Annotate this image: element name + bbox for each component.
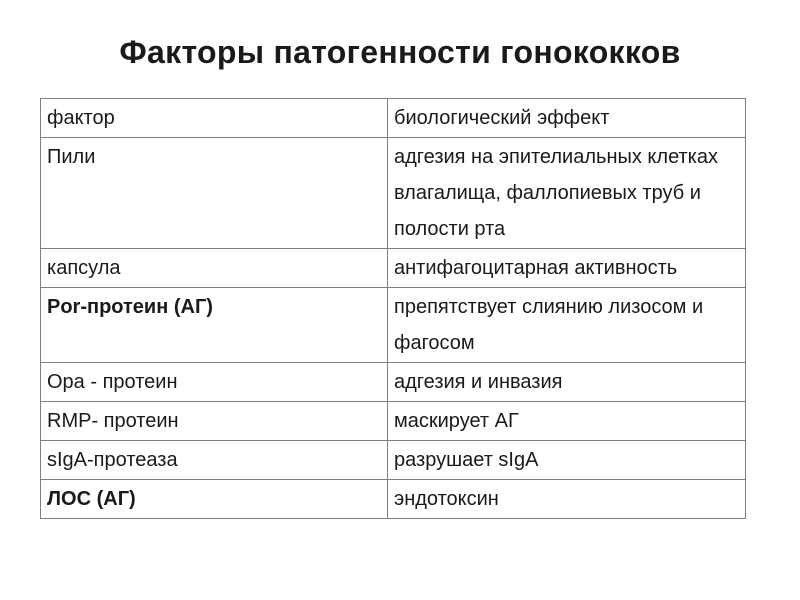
factor-cell: Opa - протеин <box>41 363 388 402</box>
table-row <box>41 363 746 402</box>
table-row <box>41 402 746 441</box>
factor-cell: Пили <box>41 138 388 249</box>
table-row <box>41 249 746 288</box>
effect-cell: адгезия на эпителиальных клетках влагалища, фаллопиевых труб и полости рта <box>388 138 746 249</box>
table-row <box>41 480 746 519</box>
table-header-row <box>41 99 746 138</box>
factor-cell: Por-протеин (АГ) <box>41 288 388 363</box>
factors-table-container <box>40 98 745 519</box>
table-row <box>41 441 746 480</box>
table-row <box>41 288 746 363</box>
effect-cell: маскирует АГ <box>388 402 746 441</box>
slide-title: Факторы патогенности гонококков <box>119 34 681 70</box>
header-factor-cell: фактор <box>41 99 388 138</box>
effect-cell: разрушает sIgA <box>388 441 746 480</box>
header-effect-cell: биологический эффект <box>388 99 746 138</box>
factor-cell: RMP- протеин <box>41 402 388 441</box>
factors-table <box>40 98 746 519</box>
effect-cell: антифагоцитарная активность <box>388 249 746 288</box>
effect-cell: адгезия и инвазия <box>388 363 746 402</box>
effect-cell: препятствует слиянию лизосом и фагосом <box>388 288 746 363</box>
factor-cell: капсула <box>41 249 388 288</box>
table-row <box>41 138 746 249</box>
factor-cell: ЛОС (АГ) <box>41 480 388 519</box>
effect-cell: эндотоксин <box>388 480 746 519</box>
factor-cell: sIgA-протеаза <box>41 441 388 480</box>
